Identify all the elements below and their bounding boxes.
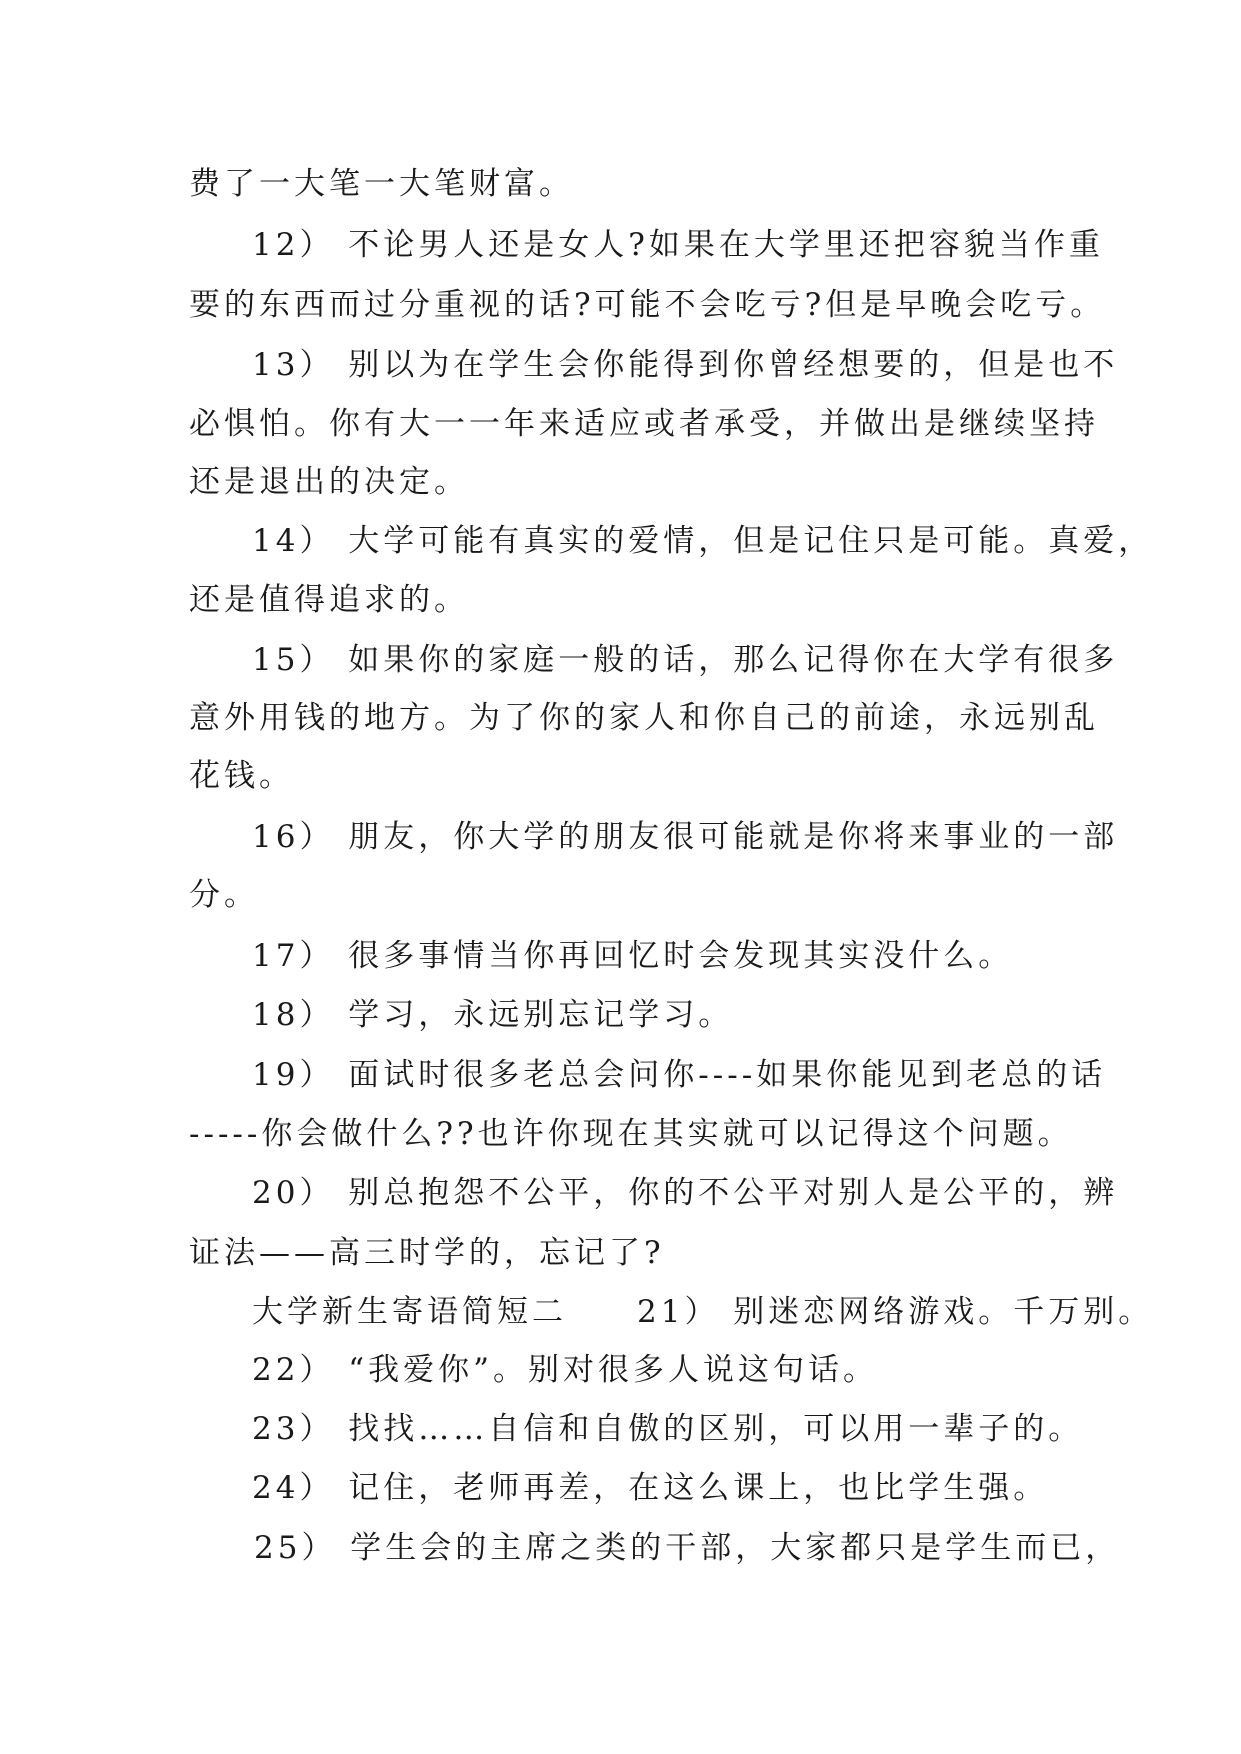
text-line: 24） 记住，老师再差，在这么课上，也比学生强。 [252, 1470, 1049, 1506]
text-line: 17） 很多事情当你再回忆时会发现其实没什么。 [252, 938, 1014, 974]
text-line: 22） “我爱你”。别对很多人说这句话。 [252, 1352, 878, 1388]
text-line: 16） 朋友，你大学的朋友很可能就是你将来事业的一部 [252, 819, 1119, 855]
text-line: 要的东西而过分重视的话?可能不会吃亏?但是早晚会吃亏。 [189, 287, 1106, 323]
text-line: 12） 不论男人还是女人?如果在大学里还把容貌当作重 [252, 227, 1104, 263]
text-line: 25） 学生会的主席之类的干部，大家都只是学生而已， [254, 1530, 1121, 1566]
text-line: 还是值得追求的。 [189, 582, 469, 618]
text-line: 分。 [189, 877, 259, 913]
text-line: 证法——高三时学的，忘记了? [189, 1235, 665, 1271]
text-line: 23） 找找……自信和自傲的区别，可以用一辈子的。 [252, 1411, 1084, 1447]
text-line: 必惧怕。你有大一一年来适应或者承受，并做出是继续坚持 [189, 406, 1099, 442]
text-line: 意外用钱的地方。为了你的家人和你自己的前途，永远别乱 [189, 700, 1099, 736]
text-line: 花钱。 [189, 758, 294, 794]
text-line: -----你会做什么??也许你现在其实就可以记得这个问题。 [189, 1116, 1073, 1152]
text-line: 费了一大笔一大笔财富。 [189, 166, 574, 202]
text-line: 大学新生寄语简短二 21） 别迷恋网络游戏。千万别。 [252, 1294, 1154, 1330]
text-line: 19） 面试时很多老总会问你----如果你能见到老总的话 [252, 1057, 1107, 1093]
text-line: 20） 别总抱怨不公平，你的不公平对别人是公平的，辨 [252, 1175, 1119, 1211]
text-line: 18） 学习，永远别忘记学习。 [252, 997, 734, 1033]
text-line: 还是退出的决定。 [189, 464, 469, 500]
text-line: 13） 别以为在学生会你能得到你曾经想要的，但是也不 [252, 347, 1119, 383]
text-line: 15） 如果你的家庭一般的话，那么记得你在大学有很多 [252, 642, 1119, 678]
text-line: 14） 大学可能有真实的爱情，但是记住只是可能。真爱， [252, 523, 1154, 559]
